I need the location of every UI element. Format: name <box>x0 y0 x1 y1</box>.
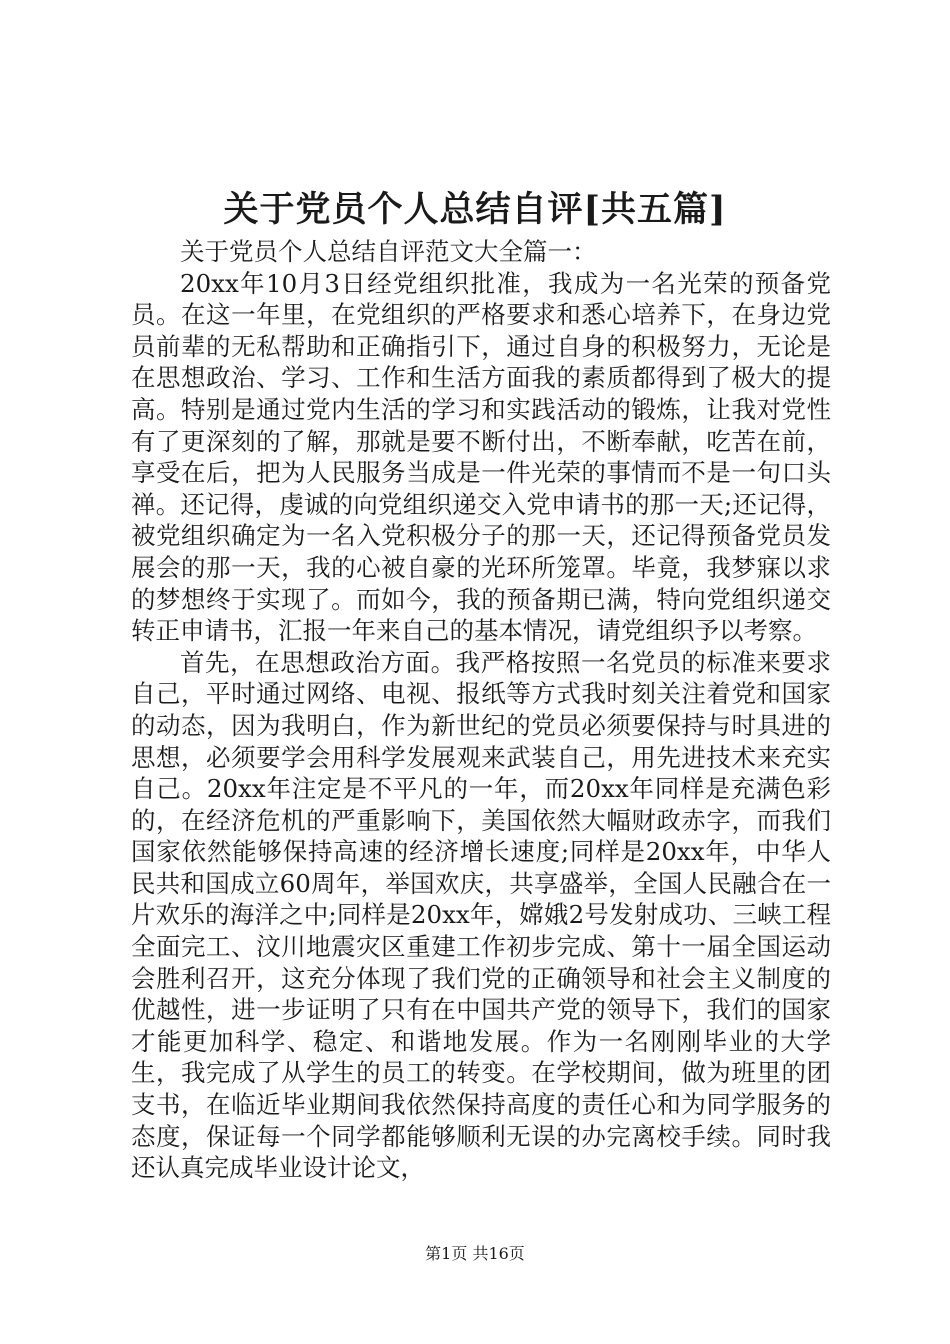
paragraph: 20xx年10月3日经党组织批准，我成为一名光荣的预备党员。在这一年里，在党组织的严格要求和悉心培养下，在身边党员前辈的无私帮助和正确指引下，通过自身的积极努力，无论是在思想政治、学习、工作和生活方面我的素质都得到了极大的提高。特别是通过党内生活的学习和实践活动的锻炼，让我对党性有了更深刻的了解，那就是要不断付出，不断奉献，吃苦在前，享受在后，把为人民服务当成是一件光荣的事情而不是一句口头禅。还记得，虔诚的向党组织递交入党申请书的那一天;还记得，被党组织确定为一名入党积极分子的那一天，还记得预备党员发展会的那一天，我的心被自豪的光环所笼罩。毕竟，我梦寐以求的梦想终于实现了。而如今，我的预备期已满，特向党组织递交转正申请书，汇报一年来自己的基本情况，请党组织予以考察。 <box>131 268 831 646</box>
paragraph: 首先，在思想政治方面。我严格按照一名党员的标准来要求自己，平时通过网络、电视、报纸等方式我时刻关注着党和国家的动态，因为我明白，作为新世纪的党员必须要保持与时具进的思想，必须要学会用科学发展观来武装自己，用先进技术来充实自己。20xx年注定是不平凡的一年，而20xx年同样是充满色彩的，在经济危机的严重影响下，美国依然大幅财政赤字，而我们国家依然能够保持高速的经济增长速度;同样是20xx年，中华人民共和国成立60周年，举国欢庆，共享盛举，全国人民融合在一片欢乐的海洋之中;同样是20xx年，嫦娥2号发射成功、三峡工程全面完工、汶川地震灾区重建工作初步完成、第十一届全国运动会胜利召开，这充分体现了我们党的正确领导和社会主义制度的优越性，进一步证明了只有在中国共产党的领导下，我们的国家才能更加科学、稳定、和谐地发展。作为一名刚刚毕业的大学生，我完成了从学生的员工的转变。在学校期间，做为班里的团支书，在临近毕业期间我依然保持高度的责任心和为同学服务的态度，保证每一个同学都能够顺利无误的办完离校手续。同时我还认真完成毕业设计论文， <box>131 647 831 1183</box>
page-number-footer: 第1页 共16页 <box>425 1244 525 1263</box>
document-title: 关于党员个人总结自评[共五篇] <box>223 189 727 230</box>
document-body <box>131 236 831 1184</box>
section-heading: 关于党员个人总结自评范文大全篇一： <box>180 237 597 266</box>
